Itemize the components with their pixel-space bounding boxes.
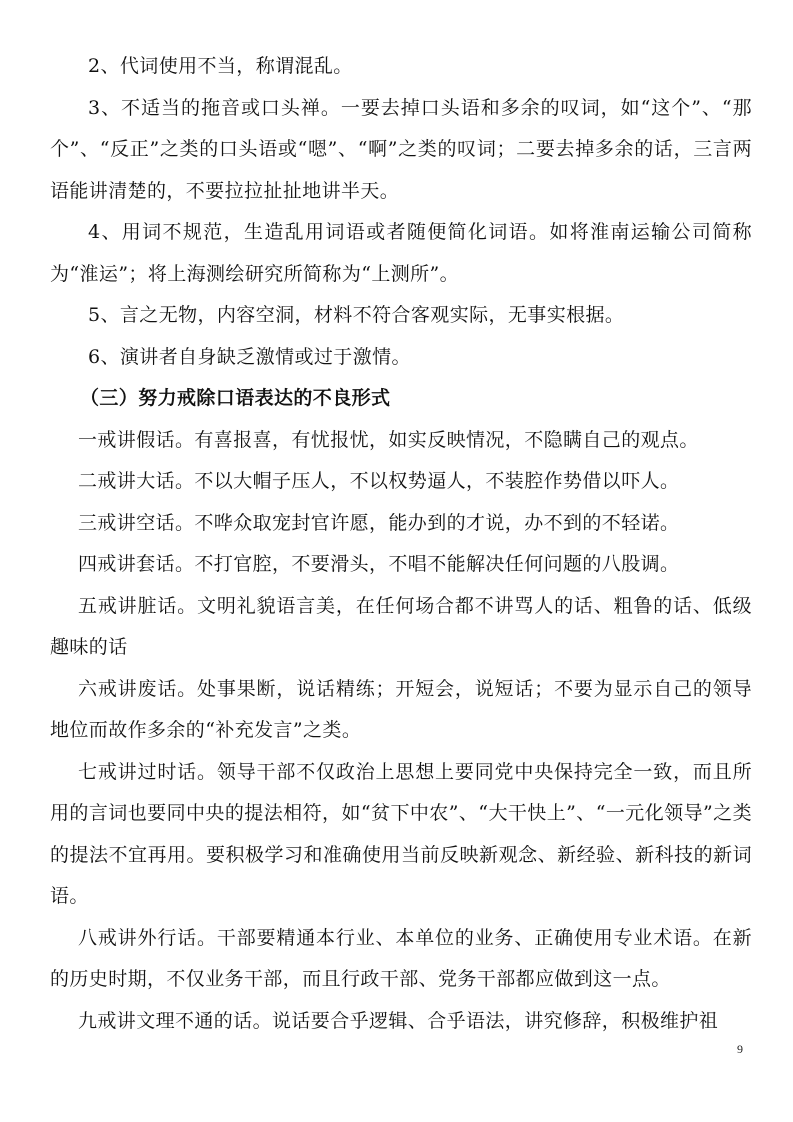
list-item-no-boasting: 二戒讲大话。不以大帽子压人，不以权势逼人，不装腔作势借以吓人。 [78,470,680,492]
paragraph-nonstandard-words: 4、用词不规范，生造乱用词语或者随便简化词语。如将淮南运输公司简称为“淮运”；将上海测绘研究所简称为“上测所”。 [50,221,752,285]
section-heading: （三）努力戒除口语表达的不良形式 [80,387,391,409]
list-item-no-illogical-talk: 九戒讲文理不通的话。说话要合乎逻辑、合乎语法，讲究修辞，积极维护祖 [78,1009,719,1032]
paragraph-empty-content: 5、言之无物，内容空洞，材料不符合客观实际，无事实根据。 [88,304,625,326]
list-item-no-cliches: 四戒讲套话。不打官腔，不要滑头，不唱不能解决任何问题的八股调。 [78,553,680,575]
list-item-no-empty-talk: 三戒讲空话。不哗众取宠封官许愿，能办到的才说，办不到的不轻诺。 [78,511,680,534]
list-item-no-false-talk: 一戒讲假话。有喜报喜，有忧报忧，如实反映情况，不隐瞒自己的观点。 [78,428,699,451]
paragraph-pronoun-misuse: 2、代词使用不当，称谓混乱。 [88,55,353,77]
paragraph-passion: 6、演讲者自身缺乏激情或过于激情。 [88,345,411,368]
list-item-no-outdated-talk: 七戒讲过时话。领导干部不仅政治上思想上要同党中央保持完全一致，而且所用的言词也要同中央的提法相符，如“贫下中农”、“大干快上”、“一元化领导”之类的提法不宜再用。要积极学习和准确使用当前反映新观念、新经验、新科技的新词语。 [50,760,752,907]
list-item-no-vulgar-talk: 五戒讲脏话。文明礼貌语言美，在任何场合都不讲骂人的话、粗鲁的话、低级趣味的话 [50,594,752,658]
document-body [50,46,752,1042]
paragraph-filler-words: 3、不适当的拖音或口头禅。一要去掉口头语和多余的叹词，如“这个”、“那个”、“反正”之类的口头语或“嗯”、“啊”之类的叹词；二要去掉多余的话，三言两语能讲清楚的，不要拉拉扯扯地讲半天。 [50,96,752,202]
page-number: 9 [737,1042,743,1056]
list-item-no-layman-talk: 八戒讲外行话。干部要精通本行业、本单位的业务、正确使用专业术语。在新的历史时期，不仅业务干部，而且行政干部、党务干部都应做到这一点。 [50,926,752,990]
list-item-no-nonsense: 六戒讲废话。处事果断，说话精练；开短会，说短话；不要为显示自己的领导地位而故作多余的“补充发言”之类。 [50,677,752,741]
